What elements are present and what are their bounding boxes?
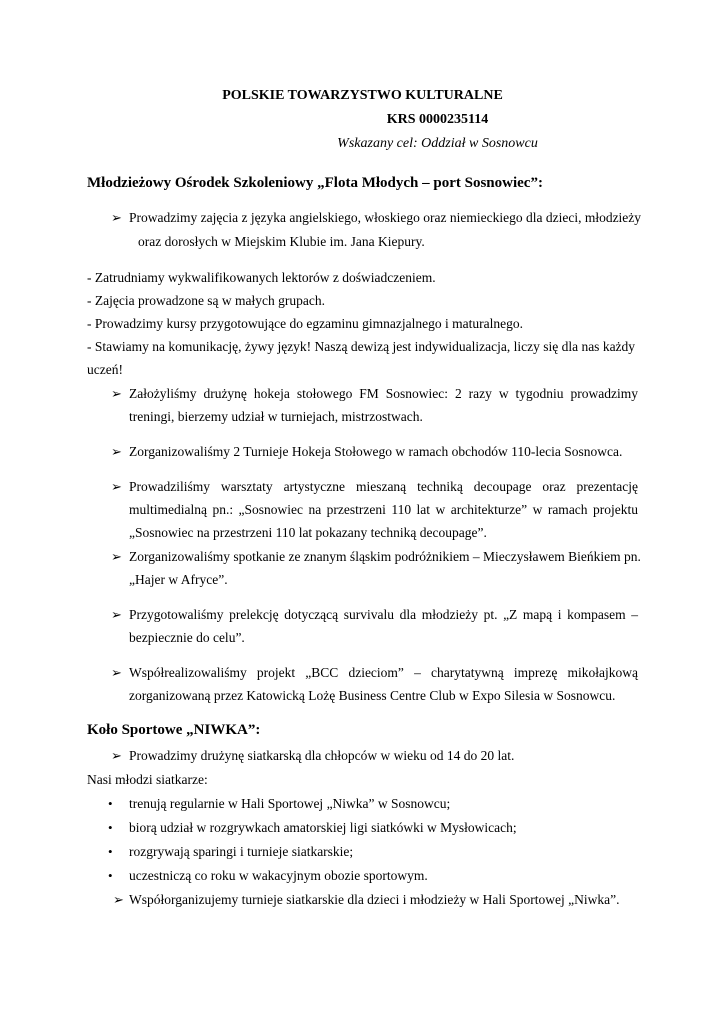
- dash-item: - Stawiamy na komunikację, żywy język! Naszą dewizą jest indywidualizacja, liczy się dla nas każdy: [87, 339, 636, 354]
- list-item: Współrealizowaliśmy projekt „BCC dzieciom” – charytatywną imprezę mikołajkową: [129, 665, 638, 680]
- list-item: rozgrywają sparingi i turnieje siatkarskie;: [129, 844, 354, 859]
- section1-intro-line2: oraz dorosłych w Miejskim Klubie im. Jana Kiepury.: [138, 234, 425, 249]
- arrow-bullet-icon: ➢: [111, 607, 122, 622]
- list-item-cont: bezpiecznie do celu”.: [129, 630, 245, 645]
- arrow-bullet-icon: ➢: [111, 748, 122, 763]
- list-item-cont: „Sosnowiec na przestrzeni 110 lat pokazany techniką decoupage”.: [129, 525, 487, 540]
- list-item: Zorganizowaliśmy spotkanie ze znanym śląskim podróżnikiem – Mieczysławem Bieńkiem pn.: [129, 549, 641, 564]
- list-item-cont: treningi, bierzemy udział w turniejach, mistrzostwach.: [129, 409, 423, 424]
- arrow-bullet-icon: ➢: [111, 386, 122, 401]
- dot-bullet-icon: •: [108, 844, 113, 859]
- section2-intro: Prowadzimy drużynę siatkarską dla chłopców w wieku od 14 do 20 lat.: [129, 748, 515, 763]
- arrow-bullet-icon: ➢: [111, 210, 122, 225]
- arrow-bullet-icon: ➢: [111, 549, 122, 564]
- list-item-cont: „Hajer w Afryce”.: [129, 572, 228, 587]
- list-item: biorą udział w rozgrywkach amatorskiej ligi siatkówki w Mysłowicach;: [129, 820, 517, 835]
- section2-last: Współorganizujemy turnieje siatkarskie dla dzieci i młodzieży w Hali Sportowej „Niwka”.: [129, 892, 620, 907]
- list-item: Zorganizowaliśmy 2 Turnieje Hokeja Stołowego w ramach obchodów 110-lecia Sosnowca.: [129, 444, 623, 459]
- list-item: uczestniczą co roku w wakacyjnym obozie sportowym.: [129, 868, 428, 883]
- dash-item: - Zatrudniamy wykwalifikowanych lektorów z doświadczeniem.: [87, 270, 436, 285]
- list-item: Przygotowaliśmy prelekcję dotyczącą survivalu dla młodzieży pt. „Z mapą i kompasem –: [129, 607, 638, 622]
- arrow-bullet-icon: ➢: [111, 479, 122, 494]
- list-item-cont: zorganizowaną przez Katowicką Lożę Business Centre Club w Expo Silesia w Sosnowcu.: [129, 688, 616, 703]
- list-item: Prowadziliśmy warsztaty artystyczne mieszaną techniką decoupage oraz prezentację: [129, 479, 638, 494]
- section2-title: Koło Sportowe „NIWKA”:: [87, 722, 261, 738]
- krs-number: KRS 0000235114: [386, 112, 489, 127]
- org-name: POLSKIE TOWARZYSTWO KULTURALNE: [222, 88, 503, 103]
- section2-lead: Nasi młodzi siatkarze:: [87, 772, 208, 787]
- section1-title: Młodzieżowy Ośrodek Szkoleniowy „Flota Młodych – port Sosnowiec”:: [87, 175, 543, 191]
- list-item: trenują regularnie w Hali Sportowej „Niwka” w Sosnowcu;: [129, 796, 451, 811]
- dot-bullet-icon: •: [108, 820, 113, 835]
- dot-bullet-icon: •: [108, 796, 113, 811]
- dash-item-cont: uczeń!: [87, 362, 123, 377]
- arrow-bullet-icon: ➢: [111, 665, 122, 680]
- dash-item: - Zajęcia prowadzone są w małych grupach.: [87, 293, 326, 308]
- section1-intro-line1: Prowadzimy zajęcia z języka angielskiego, włoskiego oraz niemieckiego dla dzieci, młodzieży: [129, 210, 642, 225]
- arrow-bullet-icon: ➢: [113, 892, 124, 907]
- dash-item: - Prowadzimy kursy przygotowujące do egzaminu gimnazjalnego i maturalnego.: [87, 316, 523, 331]
- target-note: Wskazany cel: Oddział w Sosnowcu: [337, 136, 538, 151]
- dot-bullet-icon: •: [108, 868, 113, 883]
- list-item-cont: multimedialną pn.: „Sosnowiec na przestrzeni 110 lat w architekturze” w ramach projektu: [129, 502, 638, 517]
- list-item: Założyliśmy drużynę hokeja stołowego FM Sosnowiec: 2 razy w tygodniu prowadzimy: [129, 386, 638, 401]
- arrow-bullet-icon: ➢: [111, 444, 122, 459]
